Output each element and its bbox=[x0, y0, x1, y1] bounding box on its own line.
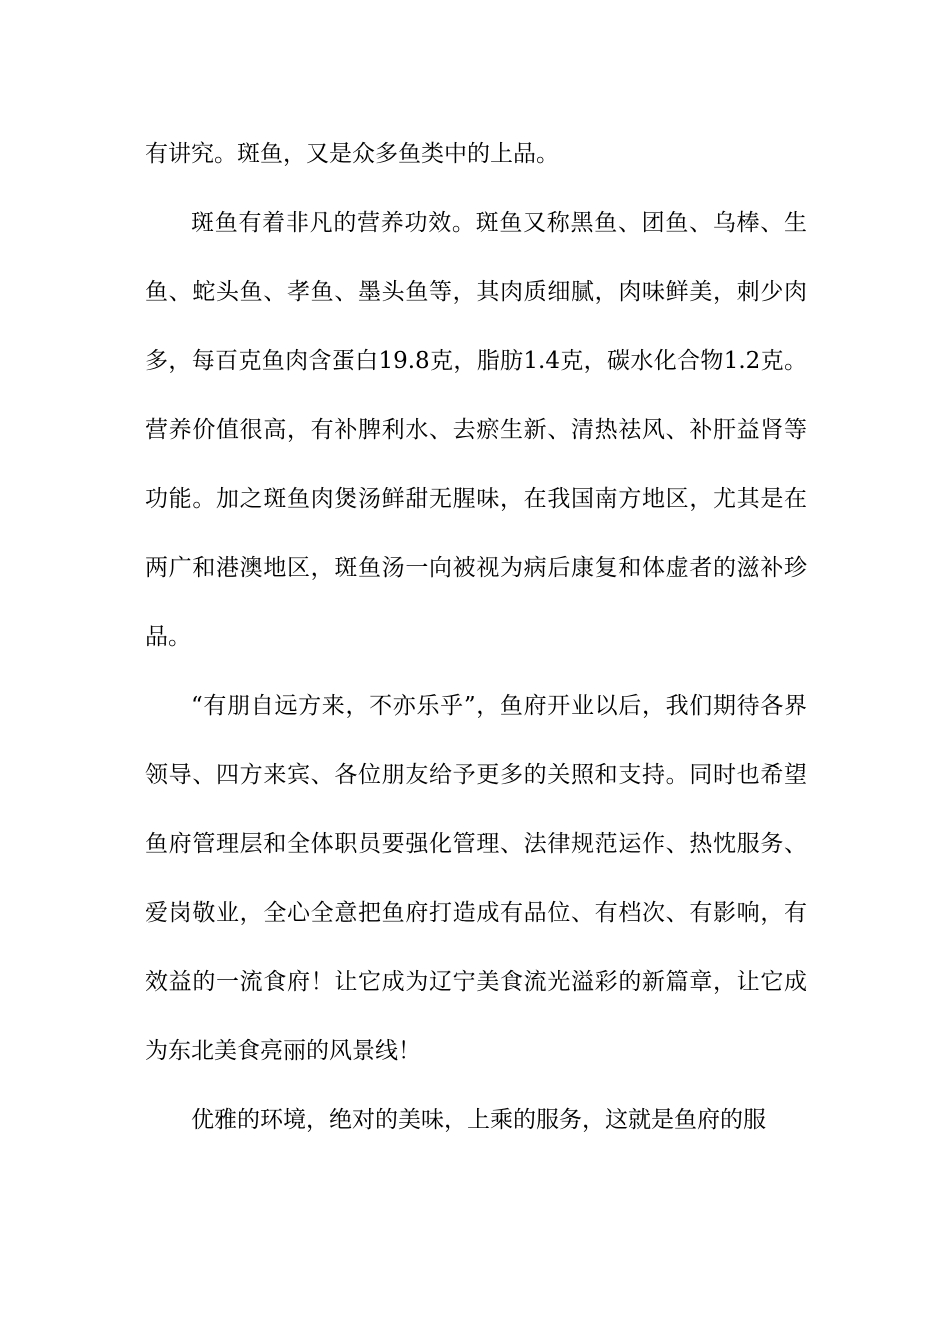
document-body bbox=[145, 120, 807, 1155]
paragraph-1: 有讲究。斑鱼，又是众多鱼类中的上品。 bbox=[145, 141, 559, 167]
paragraph-3: “有朋自远方来，不亦乐乎”，鱼府开业以后，我们期待各界领导、四方来宾、各位朋友给予更多的关照和支持。同时也希望鱼府管理层和全体职员要强化管理、法律规范运作、热忱服务、爱岗敬业，全心全意把鱼府打造成有品位、有档次、有影响，有效益的一流食府！让它成为辽宁美食流光溢彩的新篇章，让它成为东北美食亮丽的风景线！ bbox=[145, 693, 807, 1064]
paragraph-2: 斑鱼有着非凡的营养功效。斑鱼又称黑鱼、团鱼、乌棒、生鱼、蛇头鱼、孝鱼、墨头鱼等，其肉质细腻，肉味鲜美，刺少肉多，每百克鱼肉含蛋白19.8克，脂肪1.4克，碳水化合物1.2克。营养价值很高，有补脾利水、去瘀生新、清热祛风、补肝益肾等功能。加之斑鱼肉煲汤鲜甜无腥味，在我国南方地区，尤其是在两广和港澳地区，斑鱼汤一向被视为病后康复和体虚者的滋补珍品。 bbox=[145, 210, 807, 650]
paragraph-4: 优雅的环境，绝对的美味，上乘的服务，这就是鱼府的服 bbox=[191, 1107, 766, 1133]
